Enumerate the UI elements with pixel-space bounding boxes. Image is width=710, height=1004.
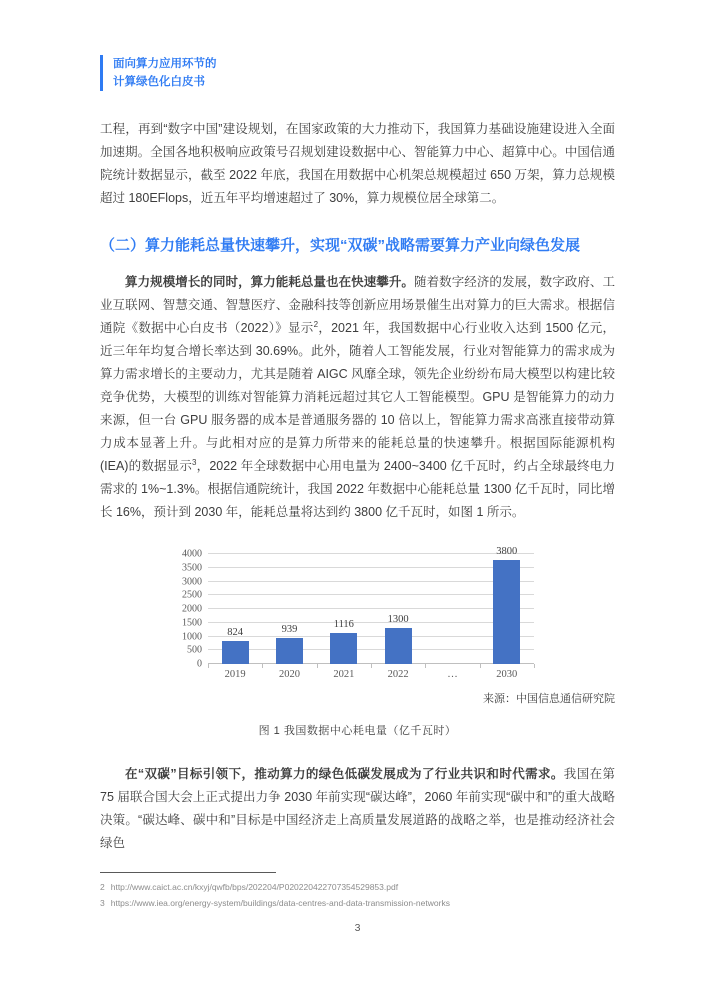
paragraph-dualcarbon-bold-lead: 在“双碳”目标引领下，推动算力的绿色低碳发展成为了行业共识和时代需求。 [125,767,564,781]
chart-plot [208,545,534,664]
footnote-ref-3: 3 [192,457,197,467]
chart-bar [385,628,412,664]
chart-axis-tick [262,664,263,668]
footnote-3 [100,896,615,912]
chart-x-axis [208,669,534,680]
chart-xtick-label: … [447,669,458,680]
chart-bar-slot [262,554,316,664]
section-heading: （二）算力能耗总量快速攀升，实现“双碳”战略需要算力产业向绿色发展 [100,237,581,254]
chart-axis-tick [317,664,318,668]
chart-ytick-label: 1000 [182,631,202,642]
running-header [100,55,615,91]
footnote-3-url: https://www.iea.org/energy-system/buildings/data-centres-and-data-transmission-networks [110,897,450,908]
chart-ytick-label: 4000 [182,548,202,560]
chart-ytick-label: 3500 [182,562,202,574]
figure-caption: 图 1 我国数据中心耗电量（亿千瓦时） [258,725,457,737]
footnote-ref-2: 2 [313,319,319,329]
paragraph-intro: 工程，再到“数字中国”建设规划，在国家政策的大力推动下，我国算力基础设施建设进入全面加速期。全国各地积极响应政策号召规划建设数据中心、智能算力中心、超算中心。中国信通院统计数据显示，截至 2022 年底，我国在用数据中心机架总规模超过 650 万架，算力总规模超过 180EFlops，近五年平均增速超过了 30%，算力规模位居全球第二。 [100,122,615,205]
chart-bar [276,638,303,664]
paragraph-energy-seg3: ，2022 年全球数据中心用电量为 2400~3400 亿千瓦时，约占全球最终电力需求的 1%~1.3%。根据信通院统计，我国 2022 年数据中心能耗总量 1300 亿千瓦时，同比增长 16%，预计到 2030 年，能耗总量将达到约 3800 亿千瓦时，如图 1 所示。 [100,459,615,519]
chart-axis-tick [425,664,426,668]
running-header-line2: 计算绿色化白皮书 [113,76,205,88]
paragraph-dualcarbon [100,763,615,855]
paragraph-energy-bold-lead: 算力规模增长的同时，算力能耗总量也在快速攀升。 [125,275,414,289]
paragraph-dualcarbon-rest: 我国在第 75 届联合国大会上正式提出力争 2030 年前实现“碳达峰”，2060 年前实现“碳中和”的重大战略决策。“碳达峰、碳中和”目标是中国经济走上高质量发展道路的战略之举，也是推动经济社会绿色 [100,767,615,850]
chart-ytick-label: 1500 [182,617,202,629]
paragraph-energy-seg2: ，2021 年，我国数据中心行业收入达到 1500 亿元，近三年年均复合增长率达到 30.69%。此外，随着人工智能发展，行业对智能算力的需求成为算力需求增长的主要动力，尤其是随着 AIGC 风靡全球，领先企业纷纷布局大模型以构建比较竞争优势，大模型的训练对智能算力消耗远超过其它人工智能模型。GPU 是智能算力的动力来源，但一台 GPU 服务器的成本是普通服务器的 10 倍以上，智能算力需求高涨直接带动算力成本显著上升。与此相对应的是算力所带来的能耗总量的快速攀升。根据国际能源机构(IEA)的数据显示 [100,321,615,473]
chart-axis-tick [534,664,535,668]
chart-ytick-label: 0 [197,658,202,670]
chart-axis-tick [208,664,209,668]
chart-xtick-label: 2020 [278,669,300,680]
chart-bar-slot [317,554,371,664]
footnote-3-number: 3 [100,897,105,908]
paragraph-energy-seg1: 随着数字经济的发展，数字政府、工业互联网、智慧交通、智慧医疗、金融科技等创新应用场景催生出对算力的巨大需求。根据信通院《数据中心白皮书（2022）》显示 [100,275,615,335]
chart-ytick-label: 2500 [182,589,202,601]
chart-xtick-label: 2019 [224,669,246,680]
chart-xtick-label: 2022 [387,669,409,680]
chart-bar-slot [208,554,262,664]
chart-bar-slot [480,545,534,664]
running-header-line1: 面向算力应用环节的 [113,58,217,70]
chart-bar-slot [425,554,479,664]
chart-axis-tick [480,664,481,668]
chart-plot-column [208,538,534,680]
chart-bar [330,633,357,664]
footnote-2-url: http://www.caict.ac.cn/kxyj/qwfb/bps/202204/P020220422707354529853.pdf [110,882,399,892]
chart-ytick-label: 2000 [182,603,202,615]
chart-area [172,538,534,680]
chart-bar-value: 1116 [333,619,354,631]
chart-bar [493,560,520,665]
footnote-2-number: 2 [100,882,105,892]
chart-y-axis [172,548,208,670]
chart-bar-value: 939 [281,624,298,636]
chart-bar [222,641,249,664]
chart-xtick-label: 2030 [496,669,518,680]
chart-xtick-label: 2021 [333,669,355,680]
page-number: 3 [354,922,361,934]
footnote-separator [100,872,276,873]
figure-source: 来源：中国信息通信研究院 [483,693,615,705]
chart-ytick-label: 3000 [182,576,202,587]
footnotes [100,880,615,911]
paragraph-energy [100,271,615,524]
footnote-2 [100,880,615,896]
chart-bar-slot [371,554,425,664]
chart-axis-tick [371,664,372,668]
chart-ytick-label: 500 [187,644,202,656]
chart-bar-value: 824 [227,627,244,639]
chart-bar-value: 1300 [387,614,409,626]
chart-bars [208,545,534,664]
figure1-bar-chart [172,538,534,680]
chart-bar-value: 3800 [496,545,518,557]
